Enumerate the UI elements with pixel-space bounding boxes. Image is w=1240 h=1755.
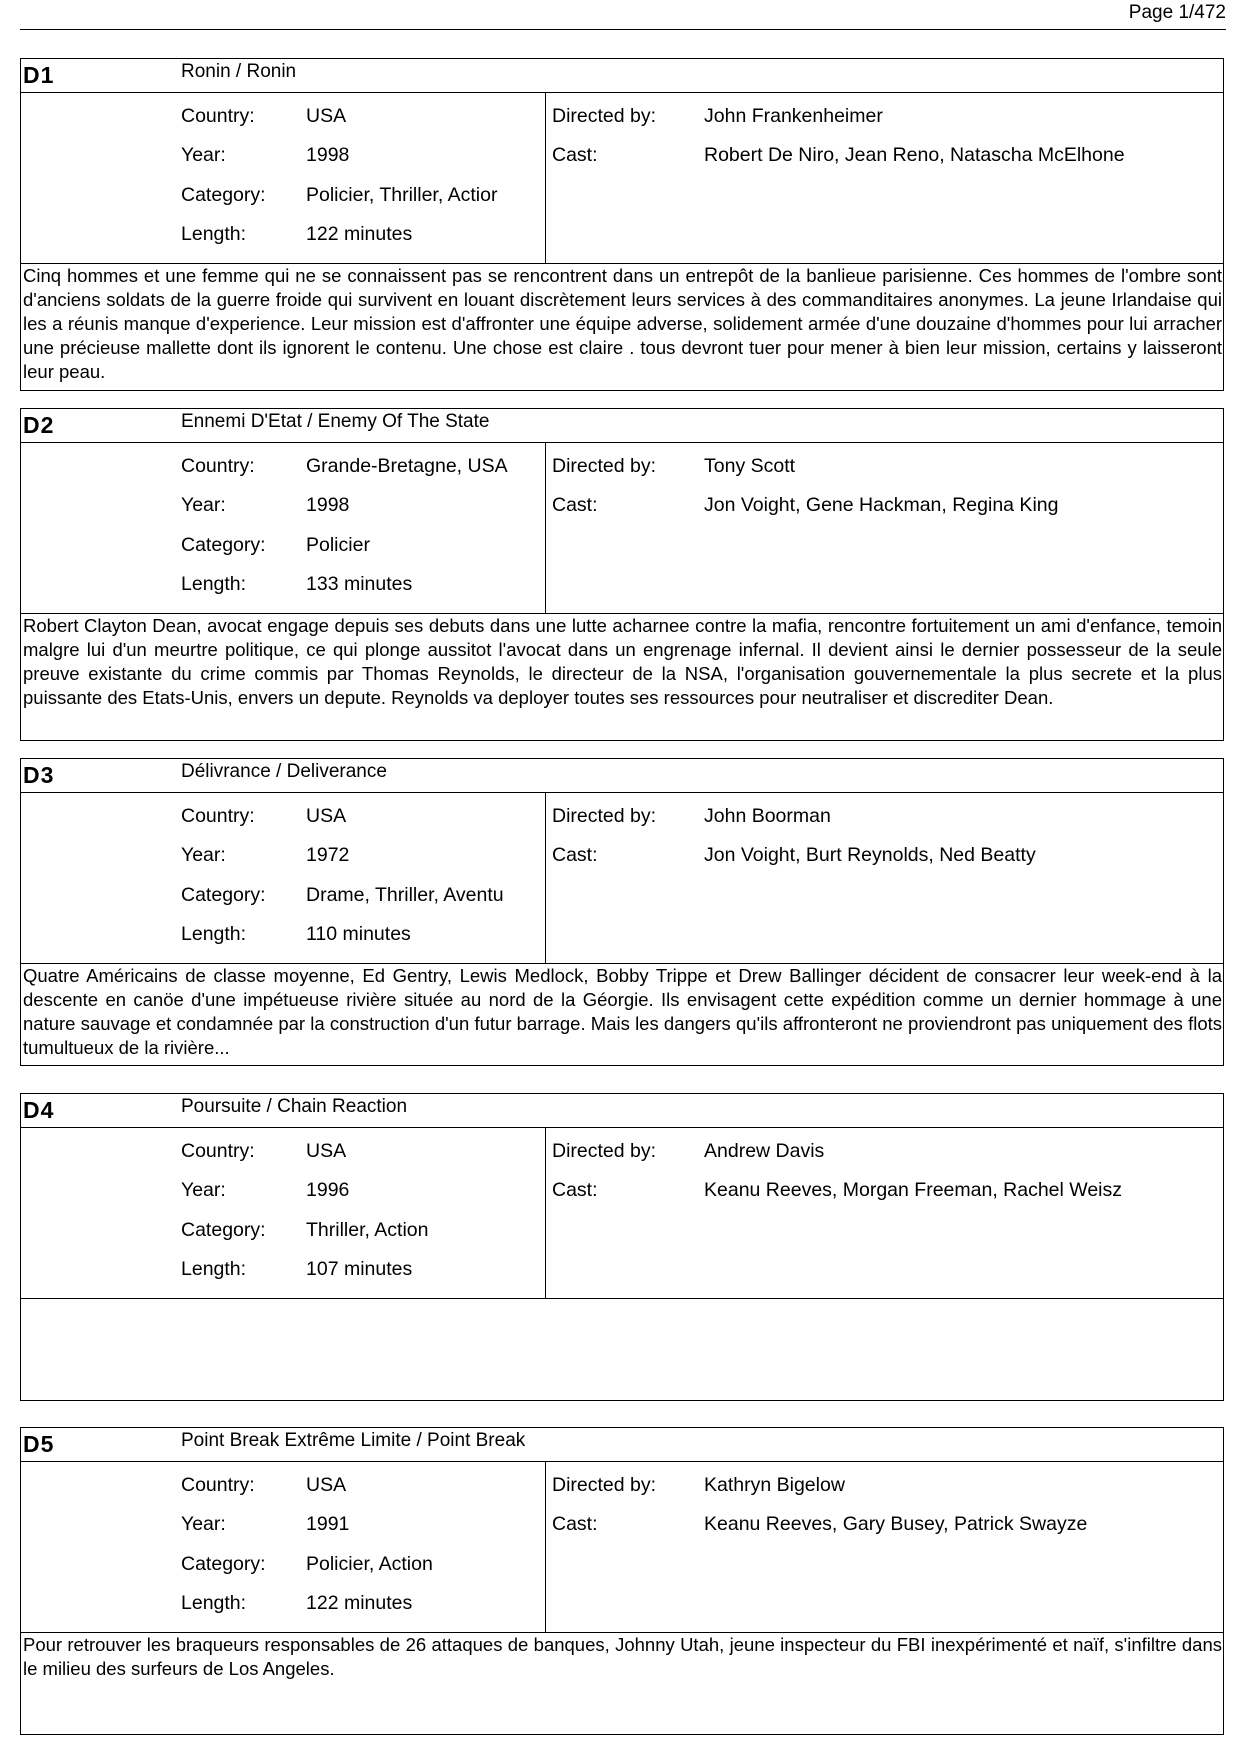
- length-value: 107 minutes: [306, 1258, 413, 1280]
- year-label: Year:: [181, 144, 226, 166]
- page-number: Page 1/472: [1128, 2, 1226, 23]
- entry-synopsis: Pour retrouver les braqueurs responsables de 26 attaques de banques, Johnny Utah, jeune inspecteur du FBI inexpérimenté et naïf, s'infiltre dans le milieu des surfeurs de Los Angeles.: [23, 1634, 1222, 1679]
- directed-label: Directed by:: [552, 455, 657, 477]
- entry-details: [21, 793, 1223, 964]
- length-label: Length:: [181, 1592, 247, 1614]
- entry-title: Point Break Extrême Limite / Point Break: [181, 1430, 526, 1451]
- directed-label: Directed by:: [552, 1474, 657, 1496]
- length-value: 133 minutes: [306, 573, 413, 595]
- category-value: Drame, Thriller, Aventu: [306, 884, 504, 906]
- length-label: Length:: [181, 923, 247, 945]
- length-value: 122 minutes: [306, 1592, 413, 1614]
- cast-label: Cast:: [552, 494, 598, 516]
- length-value: 122 minutes: [306, 223, 413, 245]
- year-value: 1991: [306, 1513, 350, 1535]
- directed-label: Directed by:: [552, 1140, 657, 1162]
- cast-label: Cast:: [552, 844, 598, 866]
- entry-synopsis: Robert Clayton Dean, avocat engage depuis ses debuts dans une lutte acharnee contre la mafia, rencontre fortuitement un ami d'enfance, temoin malgre lui d'un meurtre politique, ce qui plonge aussitot l'avocat dans un engrenage infernal. Il devient ainsi le dernier possesseur de la seule preuve existante du crime commis par Thomas Reynolds, le directeur de la NSA, l'organisation gouvernementale la plus secrete et la plus puissante des Etats-Unis, envers un depute. Reynolds va deployer toutes ses ressources pour neutraliser et discrediter Dean.: [23, 615, 1222, 708]
- entry-title: Ronin / Ronin: [181, 61, 297, 82]
- category-label: Category:: [181, 884, 266, 906]
- country-label: Country:: [181, 1474, 255, 1496]
- cast-value: Robert De Niro, Jean Reno, Natascha McElhone: [704, 144, 1125, 166]
- entry-synopsis: Quatre Américains de classe moyenne, Ed Gentry, Lewis Medlock, Bobby Trippe et Drew Ballinger décident de consacrer leur week-end à la descente en canöe d'une impétueuse rivière située au nord de la Géorgie. Ils envisagent cette expédition comme un dernier hommage à une nature sauvage et condamnée par la construction d'un futur barrage. Mais les dangers qu'ils affronteront ne proviendront pas uniquement des flots tumultueux de la rivière...: [23, 965, 1222, 1058]
- movie-entry: [20, 408, 1224, 741]
- cast-value: Keanu Reeves, Morgan Freeman, Rachel Weisz: [704, 1179, 1123, 1201]
- category-value: Policier, Thriller, Actior: [306, 184, 498, 206]
- entry-details: [21, 1462, 1223, 1633]
- country-value: Grande-Bretagne, USA: [306, 455, 508, 477]
- category-value: Thriller, Action: [306, 1219, 429, 1241]
- column-divider: [545, 1462, 546, 1632]
- entry-details: [21, 93, 1223, 264]
- country-label: Country:: [181, 105, 255, 127]
- director-value: Tony Scott: [704, 455, 796, 477]
- entry-title-row: [21, 59, 1223, 93]
- country-value: USA: [306, 1140, 347, 1162]
- cast-value: Keanu Reeves, Gary Busey, Patrick Swayze: [704, 1513, 1088, 1535]
- year-value: 1998: [306, 494, 350, 516]
- entry-code: D1: [23, 62, 55, 88]
- entry-title: Ennemi D'Etat / Enemy Of The State: [181, 411, 490, 432]
- movie-entry: [20, 1093, 1224, 1401]
- country-value: USA: [306, 1474, 347, 1496]
- entry-title: Poursuite / Chain Reaction: [181, 1096, 408, 1117]
- country-value: USA: [306, 805, 347, 827]
- year-label: Year:: [181, 1179, 226, 1201]
- movie-entry: [20, 758, 1224, 1066]
- entry-code: D3: [23, 762, 55, 788]
- category-label: Category:: [181, 1219, 266, 1241]
- entry-code: D5: [23, 1431, 55, 1457]
- page-header: [20, 0, 1226, 30]
- year-value: 1998: [306, 144, 350, 166]
- cast-value: Jon Voight, Gene Hackman, Regina King: [704, 494, 1059, 516]
- cast-label: Cast:: [552, 1513, 598, 1535]
- director-value: John Frankenheimer: [704, 105, 883, 127]
- entry-synopsis: [21, 1299, 1223, 1400]
- country-value: USA: [306, 105, 347, 127]
- year-label: Year:: [181, 844, 226, 866]
- category-label: Category:: [181, 184, 266, 206]
- movie-entry: [20, 58, 1224, 391]
- movie-entry: [20, 1427, 1224, 1735]
- year-value: 1972: [306, 844, 350, 866]
- entry-title: Délivrance / Deliverance: [181, 761, 387, 782]
- year-label: Year:: [181, 1513, 226, 1535]
- directed-label: Directed by:: [552, 805, 657, 827]
- entry-details: [21, 443, 1223, 614]
- director-value: John Boorman: [704, 805, 831, 827]
- year-label: Year:: [181, 494, 226, 516]
- category-label: Category:: [181, 534, 266, 556]
- entry-details: [21, 1128, 1223, 1299]
- category-value: Policier: [306, 534, 370, 556]
- cast-label: Cast:: [552, 1179, 598, 1201]
- length-label: Length:: [181, 223, 247, 245]
- entry-title-row: [21, 759, 1223, 793]
- entry-title-row: [21, 409, 1223, 443]
- cast-label: Cast:: [552, 144, 598, 166]
- country-label: Country:: [181, 1140, 255, 1162]
- entry-code: D2: [23, 412, 55, 438]
- column-divider: [545, 443, 546, 613]
- entry-synopsis: Cinq hommes et une femme qui ne se connaissent pas se rencontrent dans un entrepôt de la banlieue parisienne. Ces hommes de l'ombre sont d'anciens soldats de la guerre froide qui survivent en louant discrètement leurs services à des commanditaires anonymes. La jeune Irlandaise qui les a réunis manque d'experience. Leur mission est d'affronter une équipe adverse, solidement armée d'une douzaine d'hommes pour lui arracher une précieuse mallette dont ils ignorent le contenu. Une chose est claire . tous devront tuer pour mener à bien leur mission, certains y laisseront leur peau.: [23, 265, 1222, 382]
- entry-code: D4: [23, 1097, 55, 1123]
- length-label: Length:: [181, 573, 247, 595]
- entry-title-row: [21, 1428, 1223, 1462]
- category-label: Category:: [181, 1553, 266, 1575]
- length-value: 110 minutes: [306, 923, 411, 945]
- director-value: Andrew Davis: [704, 1140, 825, 1162]
- length-label: Length:: [181, 1258, 247, 1280]
- entry-title-row: [21, 1094, 1223, 1128]
- column-divider: [545, 93, 546, 263]
- year-value: 1996: [306, 1179, 350, 1201]
- country-label: Country:: [181, 805, 255, 827]
- column-divider: [545, 793, 546, 963]
- category-value: Policier, Action: [306, 1553, 433, 1575]
- country-label: Country:: [181, 455, 255, 477]
- director-value: Kathryn Bigelow: [704, 1474, 845, 1496]
- column-divider: [545, 1128, 546, 1298]
- directed-label: Directed by:: [552, 105, 657, 127]
- cast-value: Jon Voight, Burt Reynolds, Ned Beatty: [704, 844, 1036, 866]
